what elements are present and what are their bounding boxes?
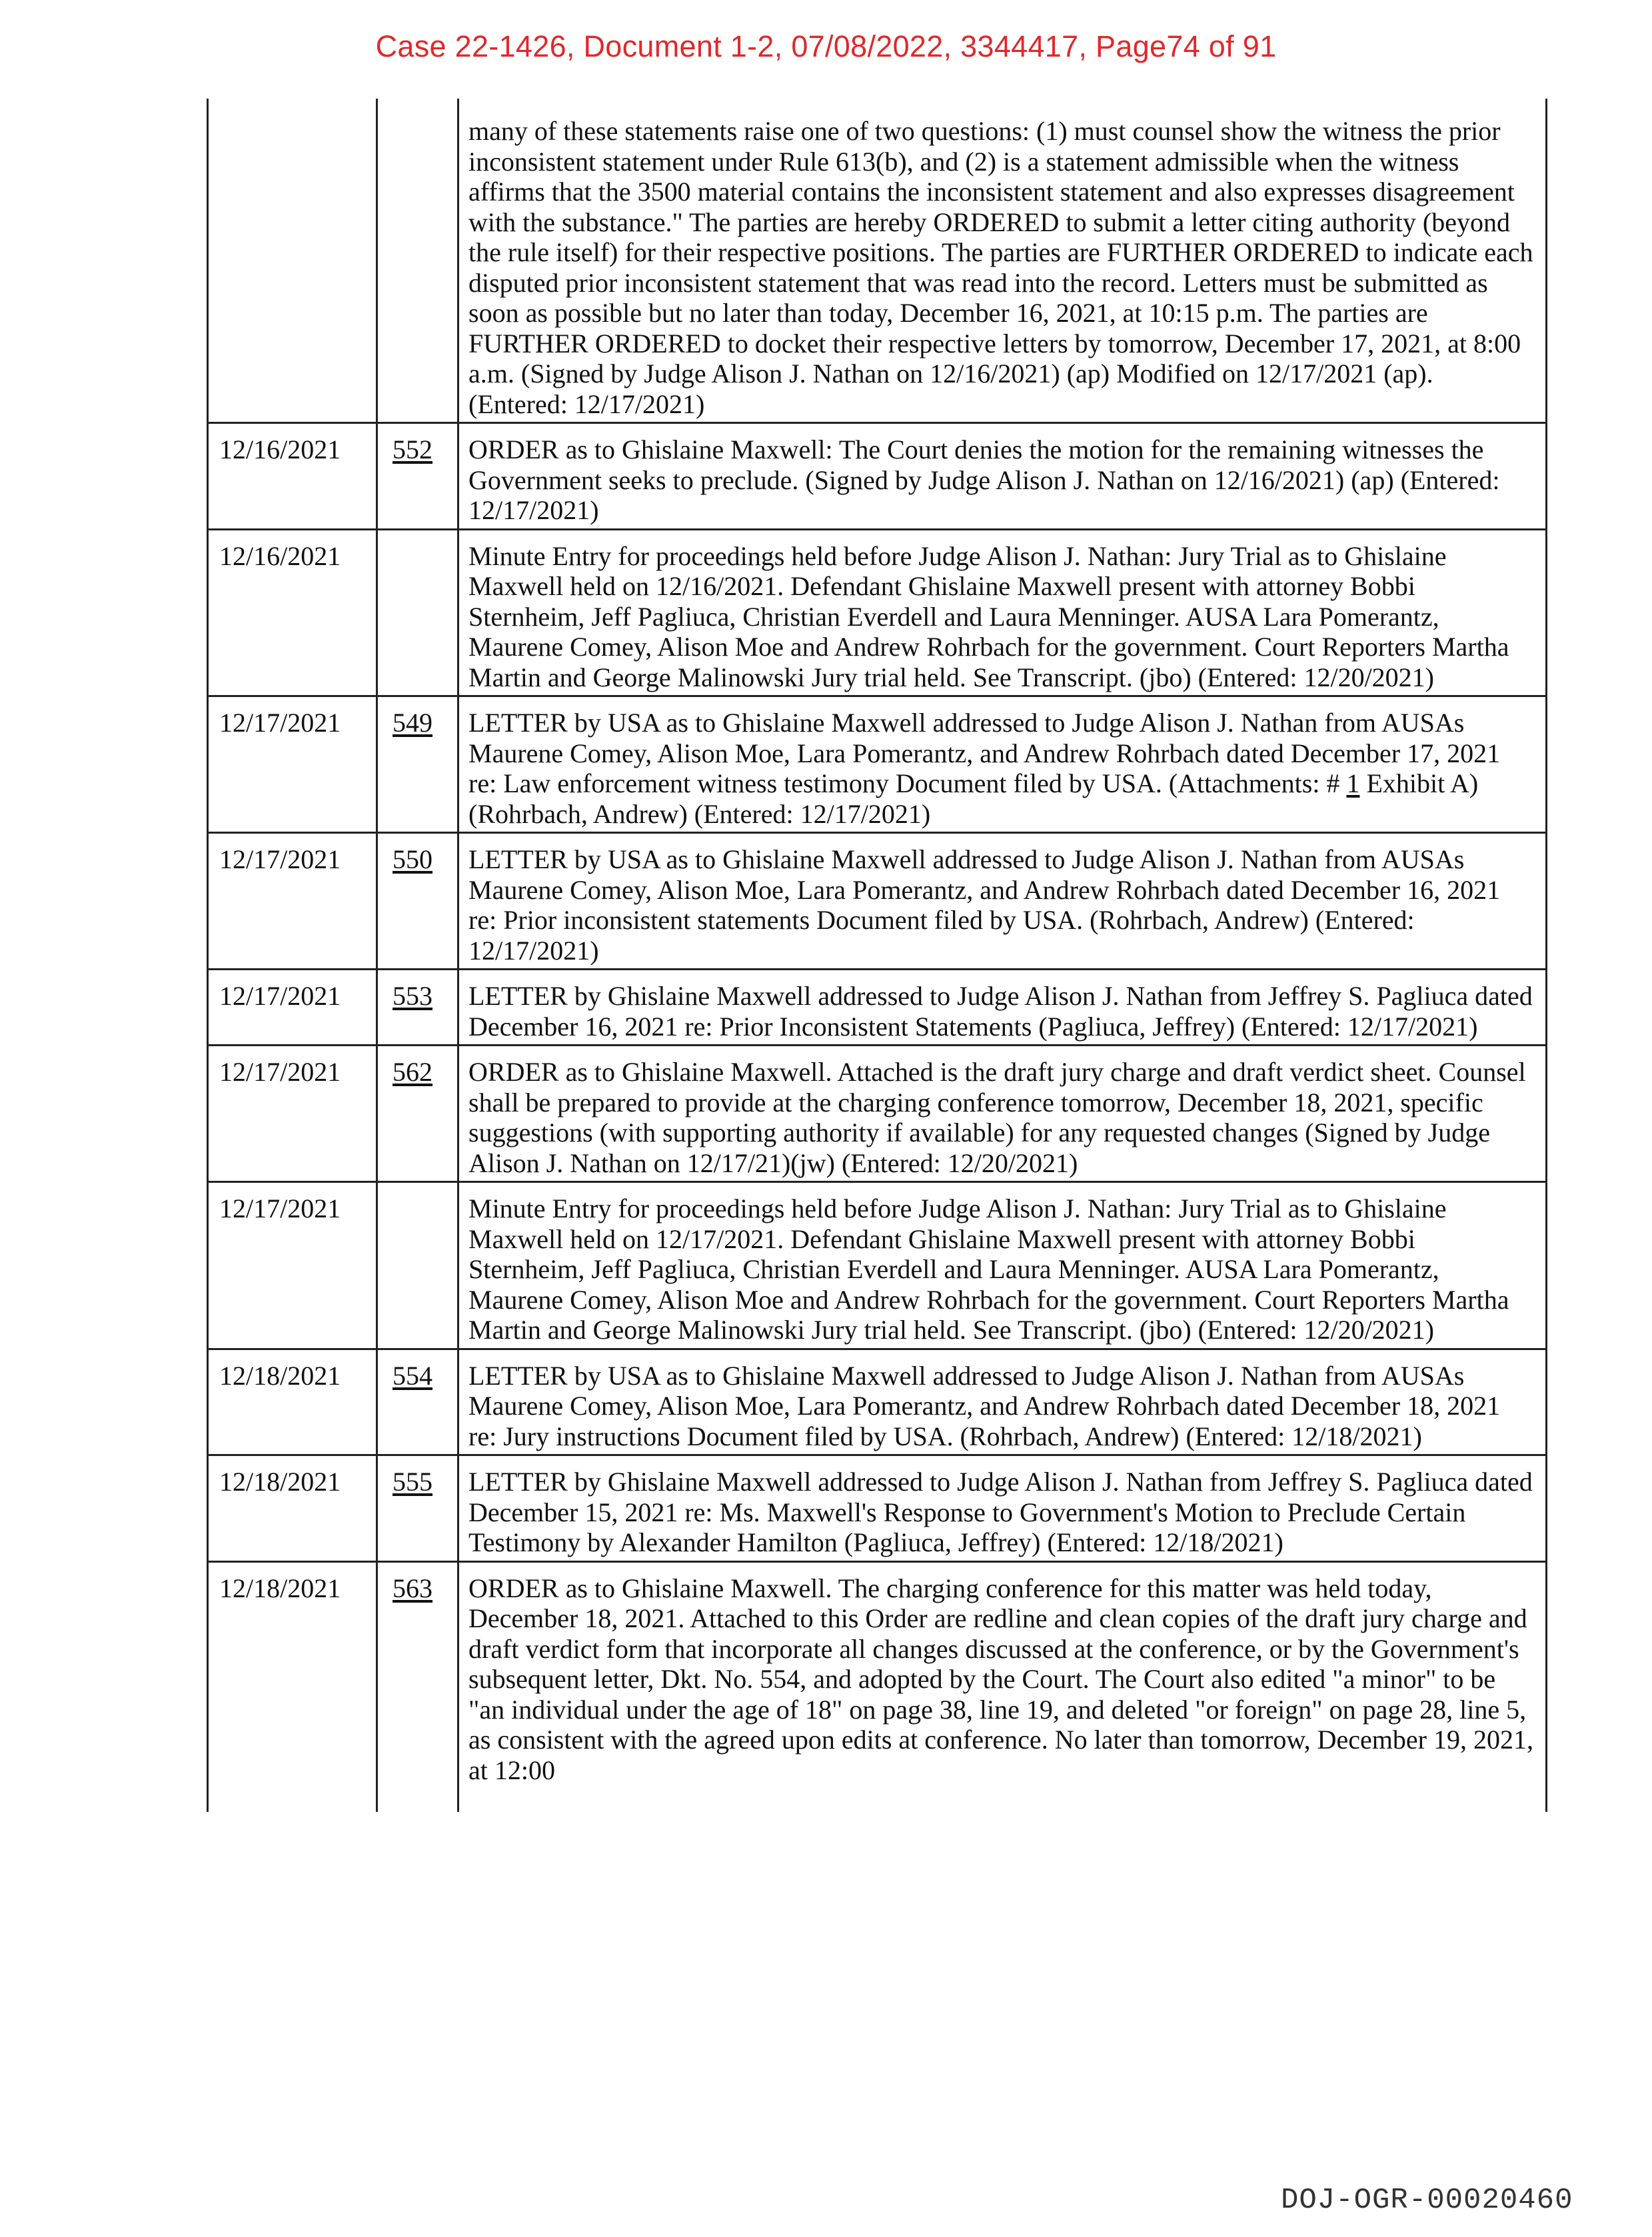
docket-entry-554	[208, 1349, 1547, 1455]
entry-text: ORDER as to Ghislaine Maxwell. Attached is the draft jury charge and draft verdict sheet. Counsel shall be prepared to provide at the charging conference tomorrow, December 18, 2021, specific suggestions (with supporting authority if available) for any requested changes (Signed by Judge Alison J. Nathan on 12/17/21)(jw) (Entered: 12/20/2021)	[458, 1046, 1547, 1182]
entry-number	[377, 1182, 458, 1349]
entry-text	[458, 696, 1547, 833]
entry-date: 12/18/2021	[208, 1455, 377, 1562]
docket-number-link[interactable]: 563	[393, 1573, 432, 1603]
docket-number-link[interactable]: 550	[393, 844, 432, 874]
docket-number-link[interactable]: 562	[393, 1057, 432, 1087]
docket-number-link[interactable]: 553	[393, 981, 432, 1011]
entry-text-part: LETTER by USA as to Ghislaine Maxwell addressed to Judge Alison J. Nathan from AUSAs Maurene Comey, Alison Moe, Lara Pomerantz, and Andrew Rohrbach dated December 17, 2021 re: Law enforcement witness testimony Document filed by USA. (Attachments: #	[468, 708, 1501, 798]
docket-number-link[interactable]: 555	[393, 1467, 432, 1497]
docket-entry-549	[208, 696, 1547, 833]
bates-number: DOJ-OGR-00020460	[1281, 2184, 1573, 2217]
entry-number-cell	[377, 1561, 458, 1812]
entry-date: 12/18/2021	[208, 1561, 377, 1812]
entry-text: ORDER as to Ghislaine Maxwell: The Court denies the motion for the remaining witnesses the Government seeks to preclude. (Signed by Judge Alison J. Nathan on 12/16/2021) (ap) (Entered: 12/17/2021)	[458, 423, 1547, 530]
attachment-link[interactable]: 1	[1346, 768, 1360, 798]
docket-entry-552	[208, 423, 1547, 530]
entry-number-cell	[377, 1046, 458, 1182]
case-header: Case 22-1426, Document 1-2, 07/08/2022, 3344417, Page74 of 91	[375, 29, 1277, 63]
entry-text: LETTER by Ghislaine Maxwell addressed to Judge Alison J. Nathan from Jeffrey S. Pagliuca dated December 16, 2021 re: Prior Inconsistent Statements (Pagliuca, Jeffrey) (Entered: 12/17/2021)	[458, 970, 1547, 1046]
entry-date: 12/18/2021	[208, 1349, 377, 1455]
docket-number-link[interactable]: 554	[393, 1360, 432, 1391]
entry-date: 12/17/2021	[208, 1046, 377, 1182]
entry-number-cell	[377, 833, 458, 970]
entry-text: LETTER by USA as to Ghislaine Maxwell addressed to Judge Alison J. Nathan from AUSAs Maurene Comey, Alison Moe, Lara Pomerantz, and Andrew Rohrbach dated December 16, 2021 re: Prior inconsistent statements Document filed by USA. (Rohrbach, Andrew) (Entered: 12/17/2021)	[458, 833, 1547, 970]
entry-text: many of these statements raise one of two questions: (1) must counsel show the witness the prior inconsistent statement under Rule 613(b), and (2) is a statement admissible when the witness affirms that the 3500 material contains the inconsistent statement and also expresses disagreement with the substance." The parties are hereby ORDERED to submit a letter citing authority (beyond the rule itself) for their respective positions. The parties are FURTHER ORDERED to indicate each disputed prior inconsistent statement that was read into the record. Letters must be submitted as soon as possible but no later than today, December 16, 2021, at 10:15 p.m. The parties are FURTHER ORDERED to docket their respective letters by tomorrow, December 17, 2021, at 8:00 a.m. (Signed by Judge Alison J. Nathan on 12/16/2021) (ap) Modified on 12/17/2021 (ap). (Entered: 12/17/2021)	[458, 99, 1547, 423]
docket-entry-563	[208, 1561, 1547, 1812]
docket-number-link[interactable]: 549	[393, 708, 432, 738]
entry-number-cell	[377, 423, 458, 530]
entry-text: ORDER as to Ghislaine Maxwell. The charging conference for this matter was held today, December 18, 2021. Attached to this Order are redline and clean copies of the draft jury charge and draft verdict form that incorporate all changes discussed at the conference, or by the Government's subsequent letter, Dkt. No. 554, and adopted by the Court. The Court also edited "a minor" to be "an individual under the age of 18" on page 38, line 19, and deleted "or foreign" on page 28, line 5, as consistent with the agreed upon edits at conference. No later than tomorrow, December 19, 2021, at 12:00	[458, 1561, 1547, 1812]
entry-number	[377, 529, 458, 696]
entry-text: Minute Entry for proceedings held before Judge Alison J. Nathan: Jury Trial as to Ghislaine Maxwell held on 12/17/2021. Defendant Ghislaine Maxwell present with attorney Bobbi Sternheim, Jeff Pagliuca, Christian Everdell and Laura Menninger. AUSA Lara Pomerantz, Maurene Comey, Alison Moe and Andrew Rohrbach for the government. Court Reporters Martha Martin and George Malinowski Jury trial held. See Transcript. (jbo) (Entered: 12/20/2021)	[458, 1182, 1547, 1349]
docket-entry-minute-1217	[208, 1182, 1547, 1349]
docket-entry-550	[208, 833, 1547, 970]
entry-date: 12/16/2021	[208, 529, 377, 696]
docket-table	[207, 99, 1547, 1812]
docket-entry-continued	[208, 99, 1547, 423]
entry-date: 12/17/2021	[208, 696, 377, 833]
docket-entry-minute-1216	[208, 529, 1547, 696]
entry-number-cell	[377, 1455, 458, 1562]
entry-text: LETTER by Ghislaine Maxwell addressed to Judge Alison J. Nathan from Jeffrey S. Pagliuca dated December 15, 2021 re: Ms. Maxwell's Response to Government's Motion to Preclude Certain Testimony by Alexander Hamilton (Pagliuca, Jeffrey) (Entered: 12/18/2021)	[458, 1455, 1547, 1562]
entry-date: 12/16/2021	[208, 423, 377, 530]
docket-entry-553	[208, 970, 1547, 1046]
entry-date: 12/17/2021	[208, 1182, 377, 1349]
docket-entry-562	[208, 1046, 1547, 1182]
entry-text: LETTER by USA as to Ghislaine Maxwell addressed to Judge Alison J. Nathan from AUSAs Maurene Comey, Alison Moe, Lara Pomerantz, and Andrew Rohrbach dated December 18, 2021 re: Jury instructions Document filed by USA. (Rohrbach, Andrew) (Entered: 12/18/2021)	[458, 1349, 1547, 1455]
entry-text-part: Exhibit A)(Rohrbach, Andrew) (Entered: 12/17/2021)	[468, 768, 1479, 829]
entry-date: 12/17/2021	[208, 833, 377, 970]
entry-number	[377, 99, 458, 423]
entry-text: Minute Entry for proceedings held before Judge Alison J. Nathan: Jury Trial as to Ghislaine Maxwell held on 12/16/2021. Defendant Ghislaine Maxwell present with attorney Bobbi Sternheim, Jeff Pagliuca, Christian Everdell and Laura Menninger. AUSA Lara Pomerantz, Maurene Comey, Alison Moe and Andrew Rohrbach for the government. Court Reporters Martha Martin and George Malinowski Jury trial held. See Transcript. (jbo) (Entered: 12/20/2021)	[458, 529, 1547, 696]
docket-number-link[interactable]: 552	[393, 434, 432, 464]
entry-date	[208, 99, 377, 423]
entry-number-cell	[377, 696, 458, 833]
entry-date: 12/17/2021	[208, 970, 377, 1046]
entry-number-cell	[377, 1349, 458, 1455]
docket-entry-555	[208, 1455, 1547, 1562]
entry-number-cell	[377, 970, 458, 1046]
